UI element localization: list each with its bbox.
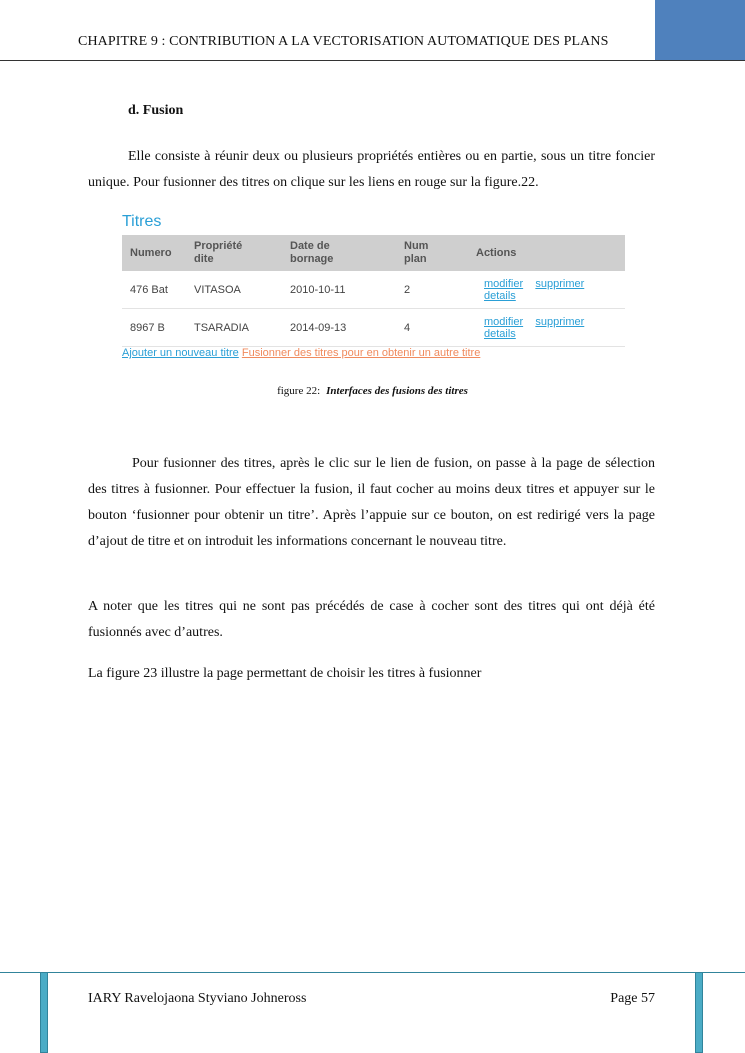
footer-right-bar (695, 972, 703, 1053)
add-title-link[interactable]: Ajouter un nouveau titre (122, 347, 239, 359)
cell-actions (468, 309, 625, 347)
figure-22 (122, 213, 626, 359)
figure-title: Titres (122, 213, 162, 230)
caption-label: figure 22: (277, 385, 321, 397)
details-link[interactable]: details (484, 327, 516, 340)
cell-numero: 8967 B (122, 309, 186, 347)
merge-titles-link[interactable]: Fusionner des titres pour en obtenir un autre titre (241, 347, 481, 359)
paragraph-figure-ref: La figure 23 illustre la page permettant de choisir les titres à fusionner (88, 666, 482, 681)
details-link[interactable]: details (484, 289, 516, 302)
col-numero: Numero (122, 235, 186, 271)
header-divider (0, 60, 745, 61)
supprimer-link[interactable]: supprimer (535, 277, 585, 290)
cell-propriete: TSARADIA (186, 309, 282, 347)
cell-numero: 476 Bat (122, 271, 186, 309)
modifier-link[interactable]: modifier (484, 315, 524, 328)
cell-plan: 2 (396, 271, 468, 309)
col-plan: Num plan (396, 235, 468, 271)
cell-propriete: VITASOA (186, 271, 282, 309)
col-actions: Actions (468, 235, 625, 271)
modifier-link[interactable]: modifier (484, 277, 524, 290)
col-date: Date de bornage (282, 235, 396, 271)
supprimer-link[interactable]: supprimer (535, 315, 585, 328)
footer-left-bar (40, 972, 48, 1053)
cell-date: 2014-09-13 (282, 309, 396, 347)
col-propriete: Propriété dite (186, 235, 282, 271)
section-heading: d. Fusion (128, 103, 184, 118)
paragraph-intro: Elle consiste à réunir deux ou plusieurs propriétés entières ou en partie, sous un titre foncier unique. Pour fusionner des titres on clique sur les liens en rouge sur la figure.22. (88, 149, 655, 190)
titles-table (122, 235, 625, 347)
header-accent-box (655, 0, 745, 60)
cell-date: 2010-10-11 (282, 271, 396, 309)
cell-plan: 4 (396, 309, 468, 347)
footer-divider (0, 972, 745, 973)
footer-page-number: Page 57 (610, 991, 655, 1006)
table-row (122, 309, 625, 347)
paragraph-note: A noter que les titres qui ne sont pas précédés de case à cocher sont des titres qui ont déjà été fusionnés avec d’autres. (88, 599, 655, 640)
table-row (122, 271, 625, 309)
footer-author: IARY Ravelojaona Styviano Johneross (88, 991, 307, 1006)
chapter-header: CHAPITRE 9 : CONTRIBUTION A LA VECTORISATION AUTOMATIQUE DES PLANS (78, 34, 609, 49)
paragraph-procedure: Pour fusionner des titres, après le clic sur le lien de fusion, on passe à la page de sélection des titres à fusionner. Pour effectuer la fusion, il faut cocher au moins deux titres et appuyer sur le bouton ‘fusionner pour obtenir un titre’. Après l’appuie sur ce bouton, on est redirigé vers la page d’ajout de titre et on introduit les informations concernant le nouveau titre. (88, 456, 655, 549)
caption-text: Interfaces des fusions des titres (326, 385, 468, 397)
cell-actions (468, 271, 625, 309)
figure-caption (0, 385, 745, 397)
